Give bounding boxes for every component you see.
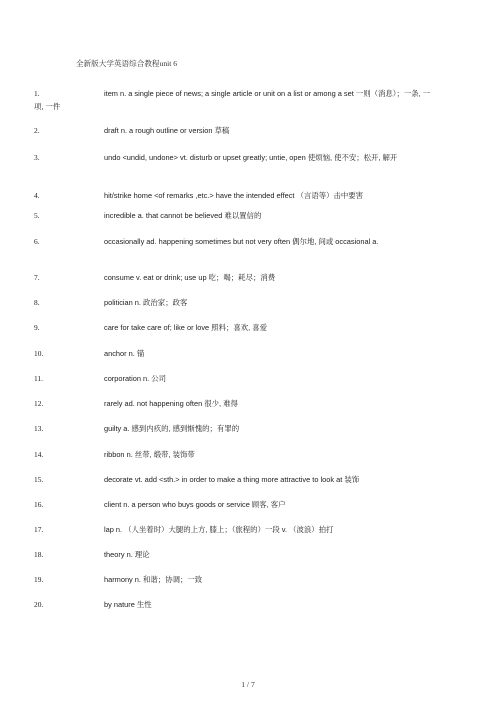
entry-number: 2. — [34, 126, 40, 135]
entry-text: draft n. a rough outline or version 草稿 — [104, 126, 230, 135]
entry-number: 8. — [34, 298, 40, 307]
entry-text: lap n. （人坐着时）大腿的上方, 膝上；（旅程的）一段 v. （波浪）拍打 — [104, 525, 334, 534]
vocab-entry — [34, 549, 432, 562]
vocab-entry — [34, 474, 432, 487]
vocab-entry — [34, 236, 432, 249]
vocab-entry — [34, 499, 432, 512]
vocab-entry — [34, 190, 432, 203]
vocab-entry — [34, 272, 432, 285]
entry-text: theory n. 理论 — [104, 550, 150, 559]
entry-text: incredible a. that cannot be believed 难以置信的 — [104, 211, 262, 220]
vocab-entry — [34, 348, 432, 361]
entry-text: guilty a. 感到内疚的, 感到惭愧的；有罪的 — [104, 424, 240, 433]
entry-number: 6. — [34, 237, 40, 246]
vocab-entry — [34, 524, 432, 537]
page-number: 1 / 7 — [241, 680, 255, 689]
entry-text: undo <undid, undone> vt. disturb or upset greatly; untie, open 使烦恼, 使不安；松开, 解开 — [104, 153, 398, 162]
vocab-entry — [34, 574, 432, 587]
entry-number: 3. — [34, 153, 40, 162]
entry-text: client n. a person who buys goods or service 顾客, 客户 — [104, 500, 286, 509]
entry-number: 14. — [34, 450, 44, 459]
entry-text: politician n. 政治家；政客 — [104, 298, 188, 307]
entry-text: occasionally ad. happening sometimes but not very often 偶尔地, 间或 occasional a. — [104, 237, 379, 246]
entry-number: 1. — [34, 89, 40, 98]
entry-text: corporation n. 公司 — [104, 374, 167, 383]
entry-number: 18. — [34, 550, 44, 559]
entry-number: 5. — [34, 211, 40, 220]
entry-text: by nature 生性 — [104, 600, 152, 609]
entry-number: 16. — [34, 500, 44, 509]
entry-number: 20. — [34, 600, 44, 609]
entry-number: 15. — [34, 475, 44, 484]
entry-text: rarely ad. not happening often 很少, 难得 — [104, 399, 238, 408]
vocab-entry — [34, 297, 432, 310]
vocab-entry — [34, 322, 432, 335]
entry-text: consume v. eat or drink; use up 吃；喝；耗尽；消费 — [104, 273, 276, 282]
entry-text: harmony n. 和谐；协调；一致 — [104, 575, 203, 584]
vocab-entry — [34, 88, 432, 113]
entry-text: hit/strike home <of remarks ,etc.> have the intended effect （言语等）击中要害 — [104, 191, 364, 200]
vocab-entry — [34, 599, 432, 612]
entry-text: ribbon n. 丝带, 缎带, 装饰带 — [104, 450, 195, 459]
vocab-entry — [34, 125, 432, 138]
entry-number: 4. — [34, 191, 40, 200]
entry-text: anchor n. 锚 — [104, 349, 145, 358]
vocab-entry — [34, 152, 432, 165]
vocab-entry — [34, 373, 432, 386]
vocab-entry — [34, 210, 432, 223]
entry-text: decorate vt. add <sth.> in order to make a thing more attractive to look at 装饰 — [104, 475, 360, 484]
entry-number: 11. — [34, 374, 43, 383]
entry-number: 9. — [34, 323, 40, 332]
entry-text: care for take care of; like or love 照料；喜欢, 喜爱 — [104, 323, 268, 332]
entry-number: 17. — [34, 525, 44, 534]
entry-number: 12. — [34, 399, 44, 408]
vocab-entry — [34, 398, 432, 411]
entry-text: item n. a single piece of news; a single article or unit on a list or among a set 一则（消息）；一条, 一项, 一件 — [34, 89, 431, 111]
entry-number: 10. — [34, 349, 44, 358]
vocab-entry — [34, 423, 432, 436]
document-title: 全新版大学英语综合教程unit 6 — [76, 59, 178, 68]
entry-number: 7. — [34, 273, 40, 282]
entry-number: 19. — [34, 575, 44, 584]
vocab-entry — [34, 449, 432, 462]
entry-number: 13. — [34, 424, 44, 433]
